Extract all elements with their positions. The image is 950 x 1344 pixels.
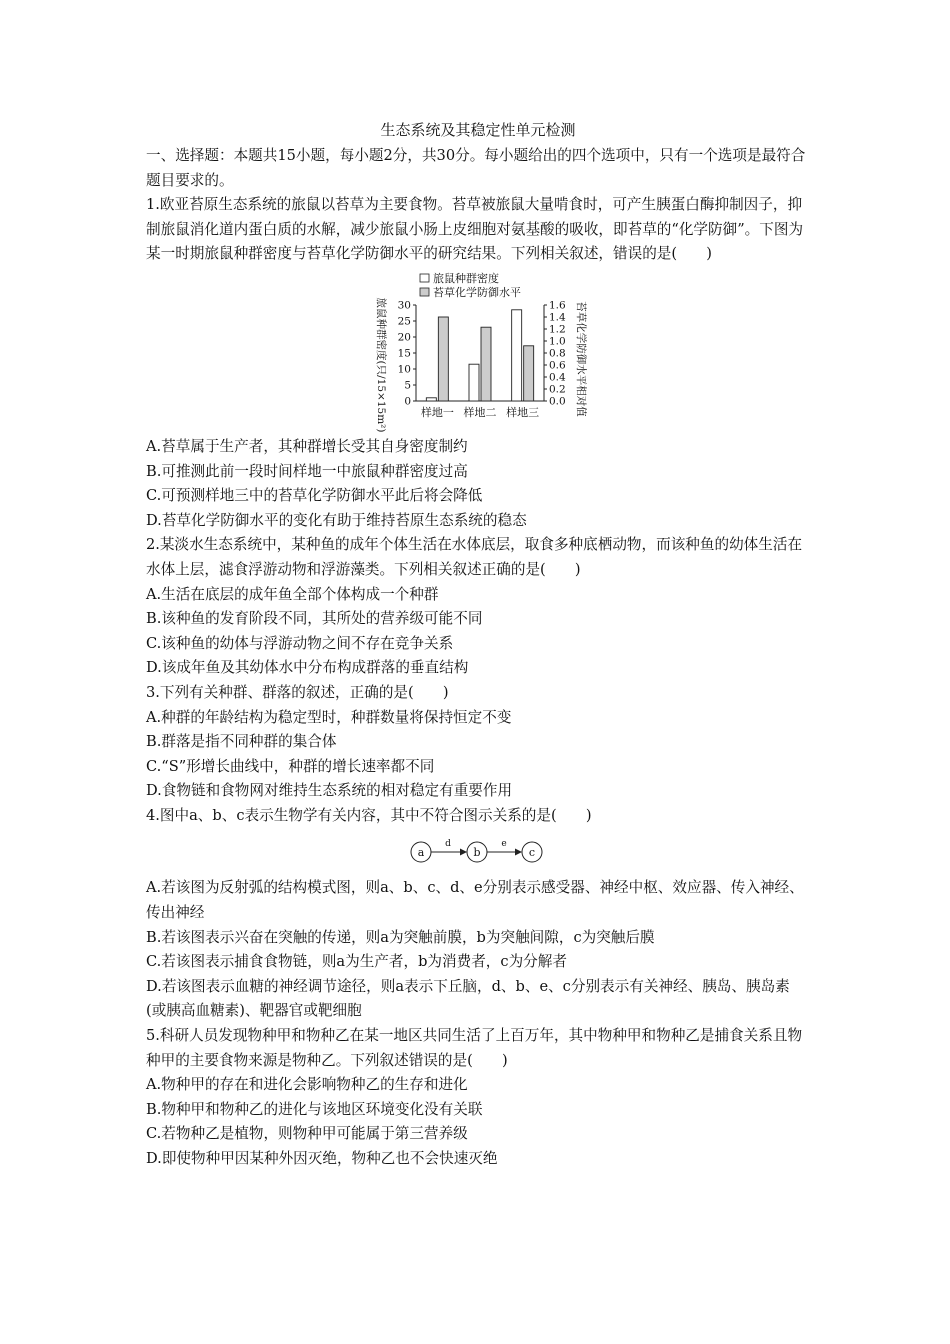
question-4-options [146, 876, 810, 1024]
bar-density-2 [469, 364, 479, 401]
bar-density-1 [426, 398, 436, 401]
legend-swatch-density [420, 274, 429, 282]
question-2-stem: 2.某淡水生态系统中，某种鱼的成年个体生活在水体底层，取食多种底栖动物，而该种鱼的幼体生活在水体上层，滤食浮游动物和浮游藻类。下列相关叙述正确的是( ) [146, 536, 803, 578]
question-5-options [146, 1073, 810, 1171]
y-right-tick-label: 0.8 [549, 347, 566, 360]
q1-option-d: D.苔草化学防御水平的变化有助于维持苔原生态系统的稳态 [146, 511, 527, 529]
q3-option-d: D.食物链和食物网对维持生态系统的相对稳定有重要作用 [146, 782, 513, 800]
question-5-stem: 5.科研人员发现物种甲和物种乙在某一地区共同生活了上百万年，其中物种甲和物种乙是捕食关系且物种甲的主要食物来源是物种乙。下列叙述错误的是( ) [146, 1027, 803, 1069]
bar-chart-figure [146, 267, 810, 435]
q5-option-a: A.物种甲的存在和进化会影响物种乙的生存和进化 [146, 1076, 468, 1094]
q1-option-b: B.可推测此前一段时间样地一中旅鼠种群密度过高 [146, 462, 468, 480]
q1-option-a: A.苔草属于生产者，其种群增长受其自身密度制约 [146, 437, 468, 455]
legend-label-density: 旅鼠种群密度 [433, 271, 499, 285]
q4-option-c: C.若该图表示捕食食物链，则a为生产者，b为消费者，c为分解者 [146, 953, 567, 971]
q3-option-b: B.群落是指不同种群的集合体 [146, 733, 337, 751]
y-right-tick-label: 1.2 [549, 323, 566, 336]
q4-option-a: A.若该图为反射弧的结构模式图，则a、b、c、d、e分别表示感受器、神经中枢、效应器、传入神经、传出神经 [146, 879, 804, 922]
x-category-label: 样地三 [506, 405, 540, 419]
node-b-label: b [473, 846, 481, 860]
q2-option-c: C.该种鱼的幼体与浮游动物之间不存在竞争关系 [146, 634, 454, 652]
y-axis-left-title: 旅鼠种群密度(只/15×15m²) [375, 297, 387, 433]
y-left-tick-label: 15 [397, 347, 411, 360]
x-category-label: 样地二 [463, 405, 497, 419]
question-1-options [146, 435, 810, 533]
y-axis-right-title: 苔草化学防御水平相对值 [575, 301, 587, 417]
page-title: 生态系统及其稳定性单元检测 [380, 121, 576, 139]
bar-density-3 [512, 310, 522, 401]
node-c-label: c [528, 846, 536, 860]
y-left-tick-label: 30 [397, 299, 411, 312]
bar-chart [146, 267, 810, 435]
x-category-label: 样地一 [420, 405, 454, 419]
q5-option-d: D.即使物种甲因某种外因灭绝，物种乙也不会快速灭绝 [146, 1150, 498, 1167]
question-4-stem: 4.图中a、b、c表示生物学有关内容，其中不符合图示关系的是( ) [146, 806, 592, 824]
y-right-tick-label: 0.6 [549, 359, 566, 372]
exam-page [146, 118, 810, 1172]
y-right-tick-label: 1.6 [549, 299, 566, 312]
y-right-tick-label: 0.0 [549, 395, 566, 408]
legend-label-defense: 苔草化学防御水平 [433, 285, 521, 299]
q5-option-c: C.若物种乙是植物，则物种甲可能属于第三营养级 [146, 1125, 468, 1143]
question-3-stem: 3.下列有关种群、群落的叙述，正确的是( ) [146, 683, 449, 701]
flow-diagram [146, 832, 810, 872]
y-left-tick-label: 25 [397, 315, 411, 328]
y-right-tick-label: 1.0 [549, 335, 566, 348]
q2-option-d: D.该成年鱼及其幼体水中分布构成群落的垂直结构 [146, 659, 469, 677]
edge-e-label: e [501, 839, 507, 850]
bar-defense-3 [524, 346, 534, 401]
bar-defense-1 [438, 317, 448, 401]
legend-swatch-defense [420, 288, 429, 296]
y-right-tick-label: 0.2 [549, 383, 566, 396]
bar-defense-2 [481, 327, 491, 401]
q5-option-b: B.物种甲和物种乙的进化与该地区环境变化没有关联 [146, 1100, 483, 1118]
q3-option-a: A.种群的年龄结构为稳定型时，种群数量将保持恒定不变 [146, 708, 512, 726]
q4-option-b: B.若该图表示兴奋在突触的传递，则a为突触前膜，b为突触间隙，c为突触后膜 [146, 928, 655, 946]
q2-option-b: B.该种鱼的发育阶段不同，其所处的营养级可能不同 [146, 610, 483, 628]
y-left-tick-label: 0 [404, 395, 411, 408]
flow-diagram-svg [146, 832, 810, 872]
q3-option-c: C.“S”形增长曲线中，种群的增长速率都不同 [146, 757, 435, 775]
y-left-tick-label: 20 [397, 331, 411, 344]
question-1-stem: 1.欧亚苔原生态系统的旅鼠以苔草为主要食物。苔草被旅鼠大量啃食时，可产生胰蛋白酶抑制因子，抑制旅鼠消化道内蛋白质的水解，减少旅鼠小肠上皮细胞对氨基酸的吸收，即苔草的“化学防御”。下图为某一时期旅鼠种群密度与苔草化学防御水平的研究结果。下列相关叙述，错误的是( ) [146, 196, 804, 263]
edge-d-label: d [445, 839, 451, 850]
question-3-options [146, 706, 810, 804]
y-right-tick-label: 0.4 [549, 371, 566, 384]
section-intro: 一、选择题：本题共15小题，每小题2分，共30分。每小题给出的四个选项中，只有一个选项是最符合题目要求的。 [146, 147, 806, 189]
y-left-tick-label: 5 [404, 379, 411, 392]
q4-option-d: D.若该图表示血糖的神经调节途径，则a表示下丘脑，d、b、e、c分别表示有关神经、胰岛、胰岛素(或胰高血糖素)、靶器官或靶细胞 [146, 977, 790, 1020]
q1-option-c: C.可预测样地三中的苔草化学防御水平此后将会降低 [146, 487, 483, 505]
q2-option-a: A.生活在底层的成年鱼全部个体构成一个种群 [146, 585, 439, 603]
y-right-tick-label: 1.4 [549, 311, 566, 324]
node-a-label: a [417, 846, 425, 860]
y-left-tick-label: 10 [397, 363, 411, 376]
question-2-options [146, 583, 810, 681]
chart-bars [426, 310, 533, 401]
